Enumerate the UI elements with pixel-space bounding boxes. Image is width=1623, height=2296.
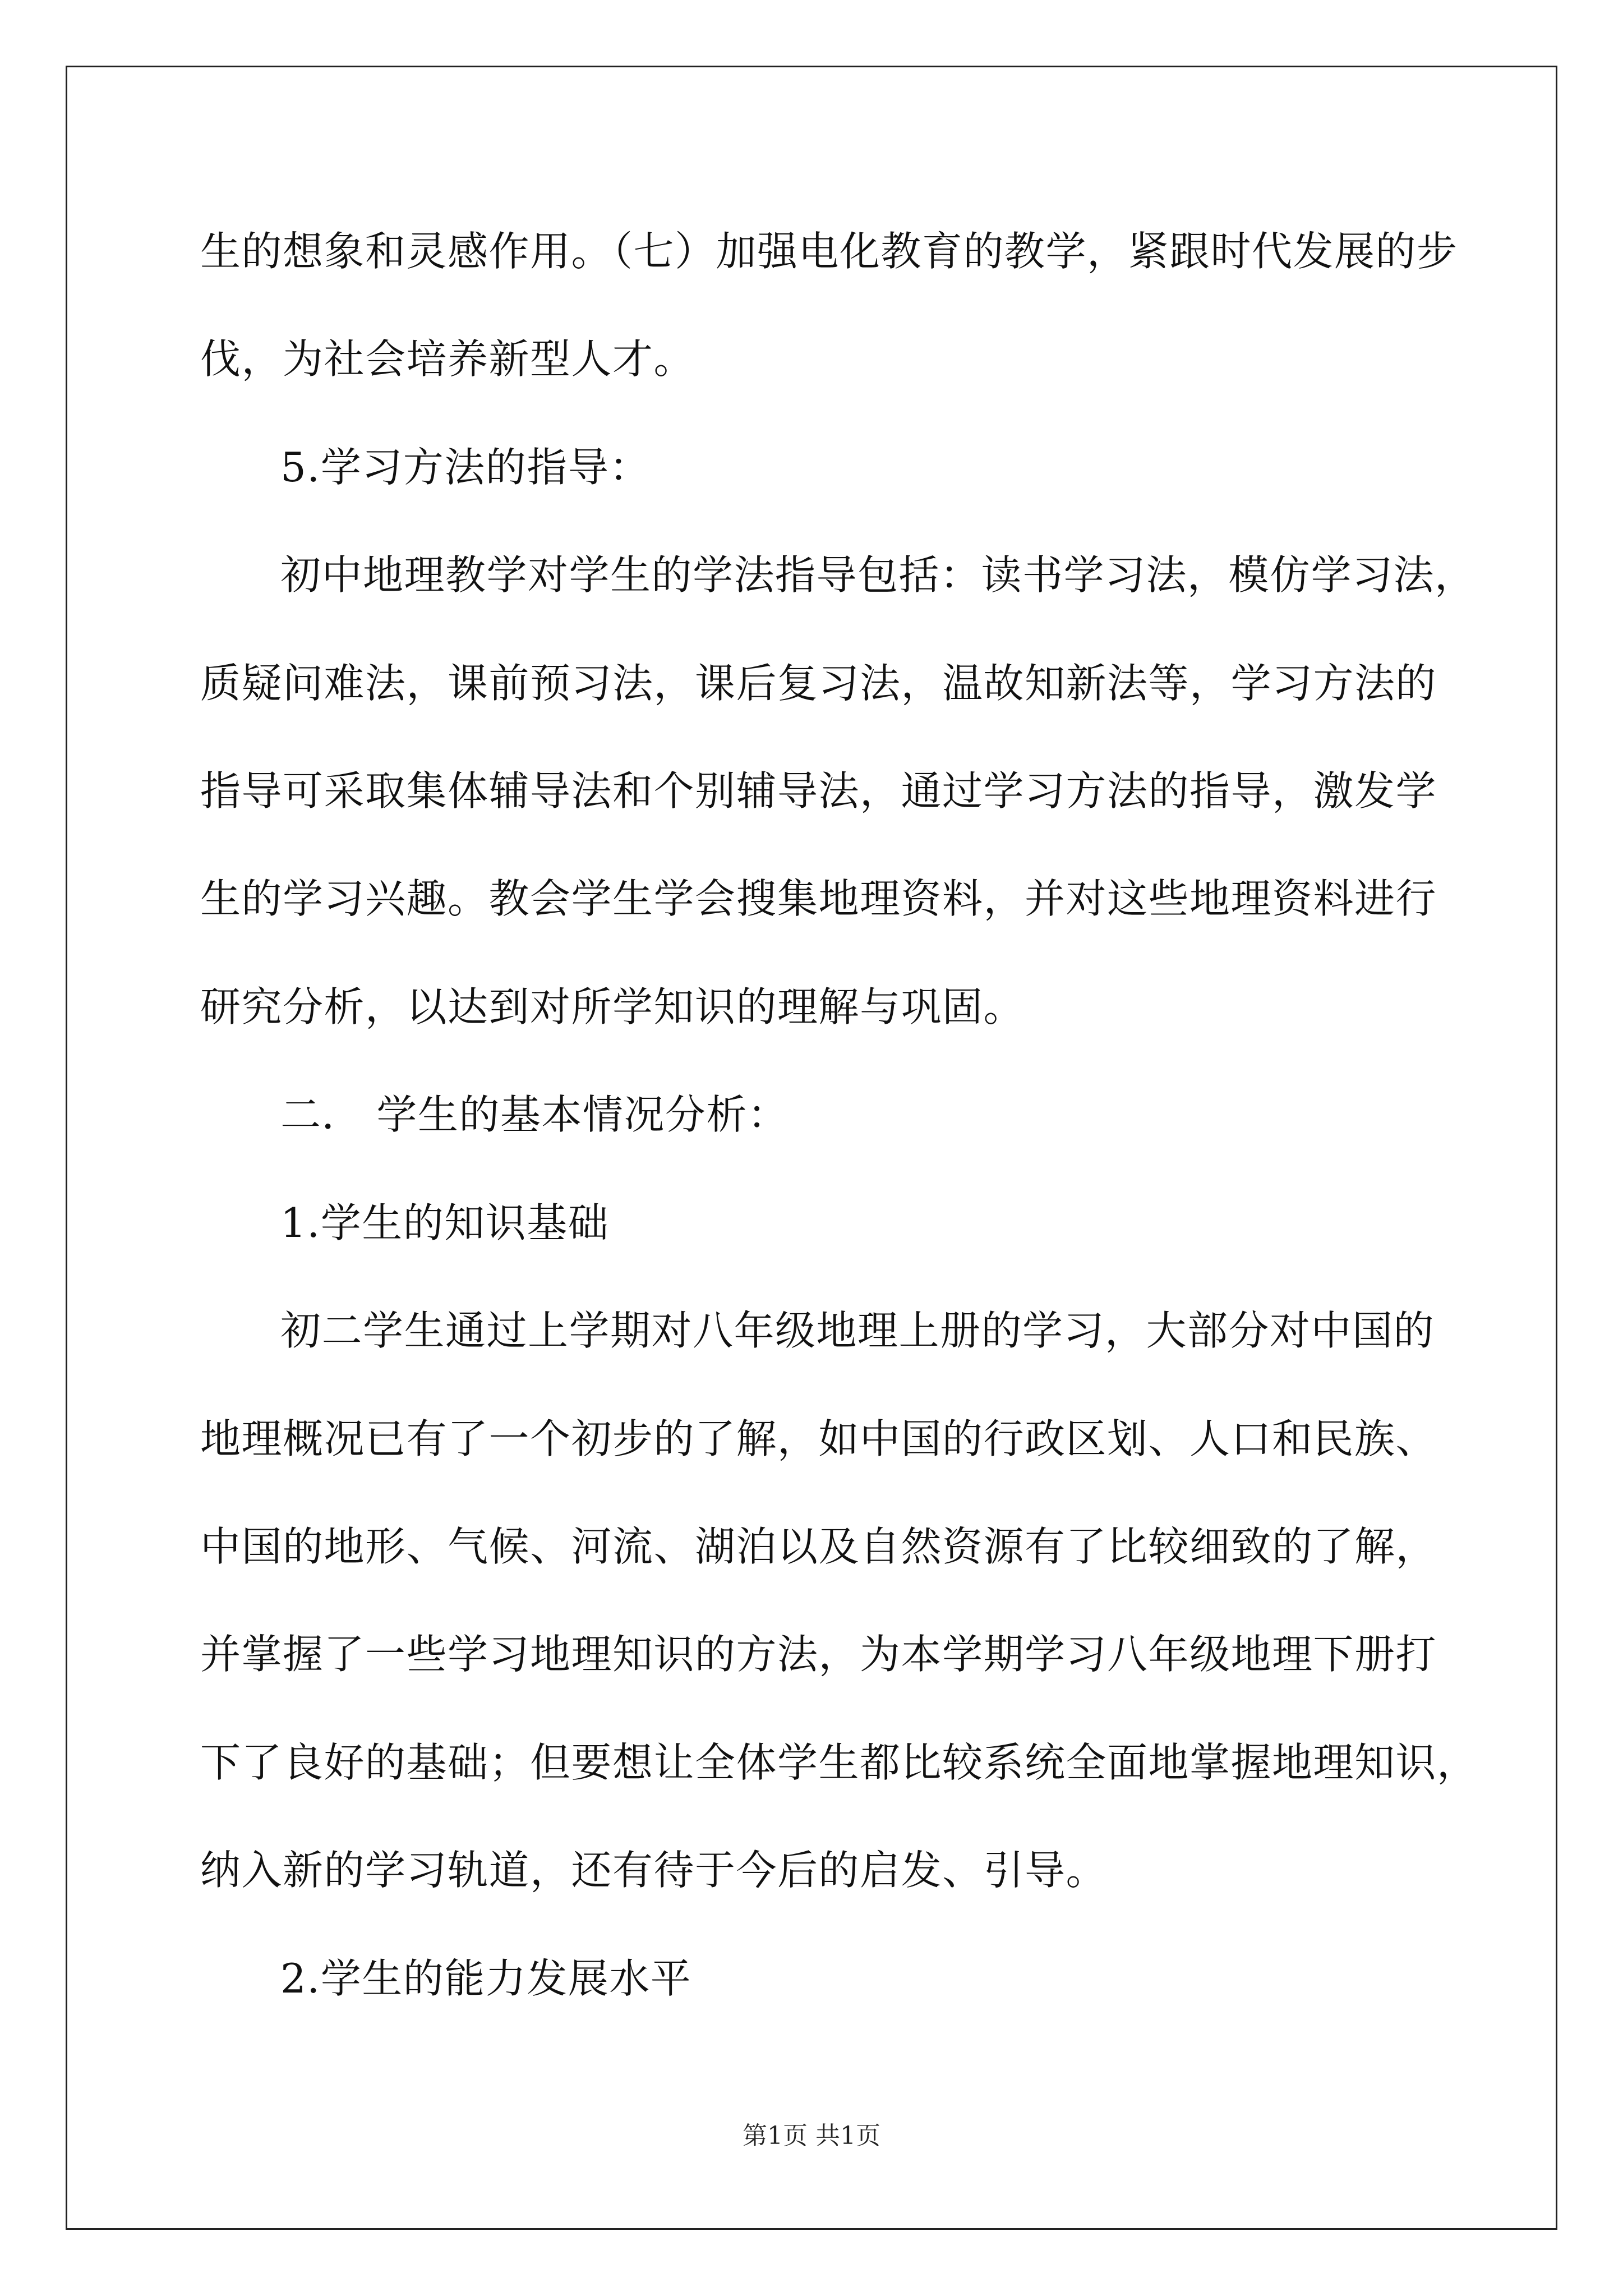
paragraph-line: 并掌握了一些学习地理知识的方法，为本学期学习八年级地理下册打 <box>200 1631 1437 1678</box>
paragraph-line: 初二学生通过上学期对八年级地理上册的学习，大部分对中国的 <box>280 1307 1435 1354</box>
paragraph-line: 下了良好的基础；但要想让全体学生都比较系统全面地掌握地理知识， <box>200 1739 1478 1786</box>
paragraph-line: 生的学习兴趣。教会学生学会搜集地理资料，并对这些地理资料进行 <box>200 875 1437 922</box>
page-number-footer: 第1页 共1页 <box>743 2122 880 2150</box>
paragraph-line: 伐，为社会培养新型人才。 <box>200 335 695 383</box>
paragraph-line: 纳入新的学习轨道，还有待于今后的启发、引导。 <box>200 1847 1108 1894</box>
paragraph-line: 质疑问难法，课前预习法，课后复习法，温故知新法等，学习方法的 <box>200 660 1437 707</box>
section-heading: 二． 学生的基本情况分析： <box>280 1091 789 1138</box>
section-heading: 1.学生的知识基础 <box>280 1199 610 1246</box>
paragraph-line: 研究分析，以达到对所学知识的理解与巩固。 <box>200 983 1025 1030</box>
section-heading: 5.学习方法的指导： <box>280 444 651 491</box>
paragraph-line: 中国的地形、气候、河流、湖泊以及自然资源有了比较细致的了解， <box>200 1523 1437 1570</box>
paragraph-line: 地理概况已有了一个初步的了解，如中国的行政区划、人口和民族、 <box>200 1415 1437 1462</box>
paragraph-line: 生的想象和灵感作用。（七）加强电化教育的教学，紧跟时代发展的步 <box>200 228 1458 275</box>
paragraph-line: 指导可采取集体辅导法和个别辅导法，通过学习方法的指导，激发学 <box>200 767 1437 815</box>
section-heading: 2.学生的能力发展水平 <box>280 1955 692 2002</box>
paragraph-line: 初中地理教学对学生的学法指导包括：读书学习法，模仿学习法， <box>280 551 1476 599</box>
